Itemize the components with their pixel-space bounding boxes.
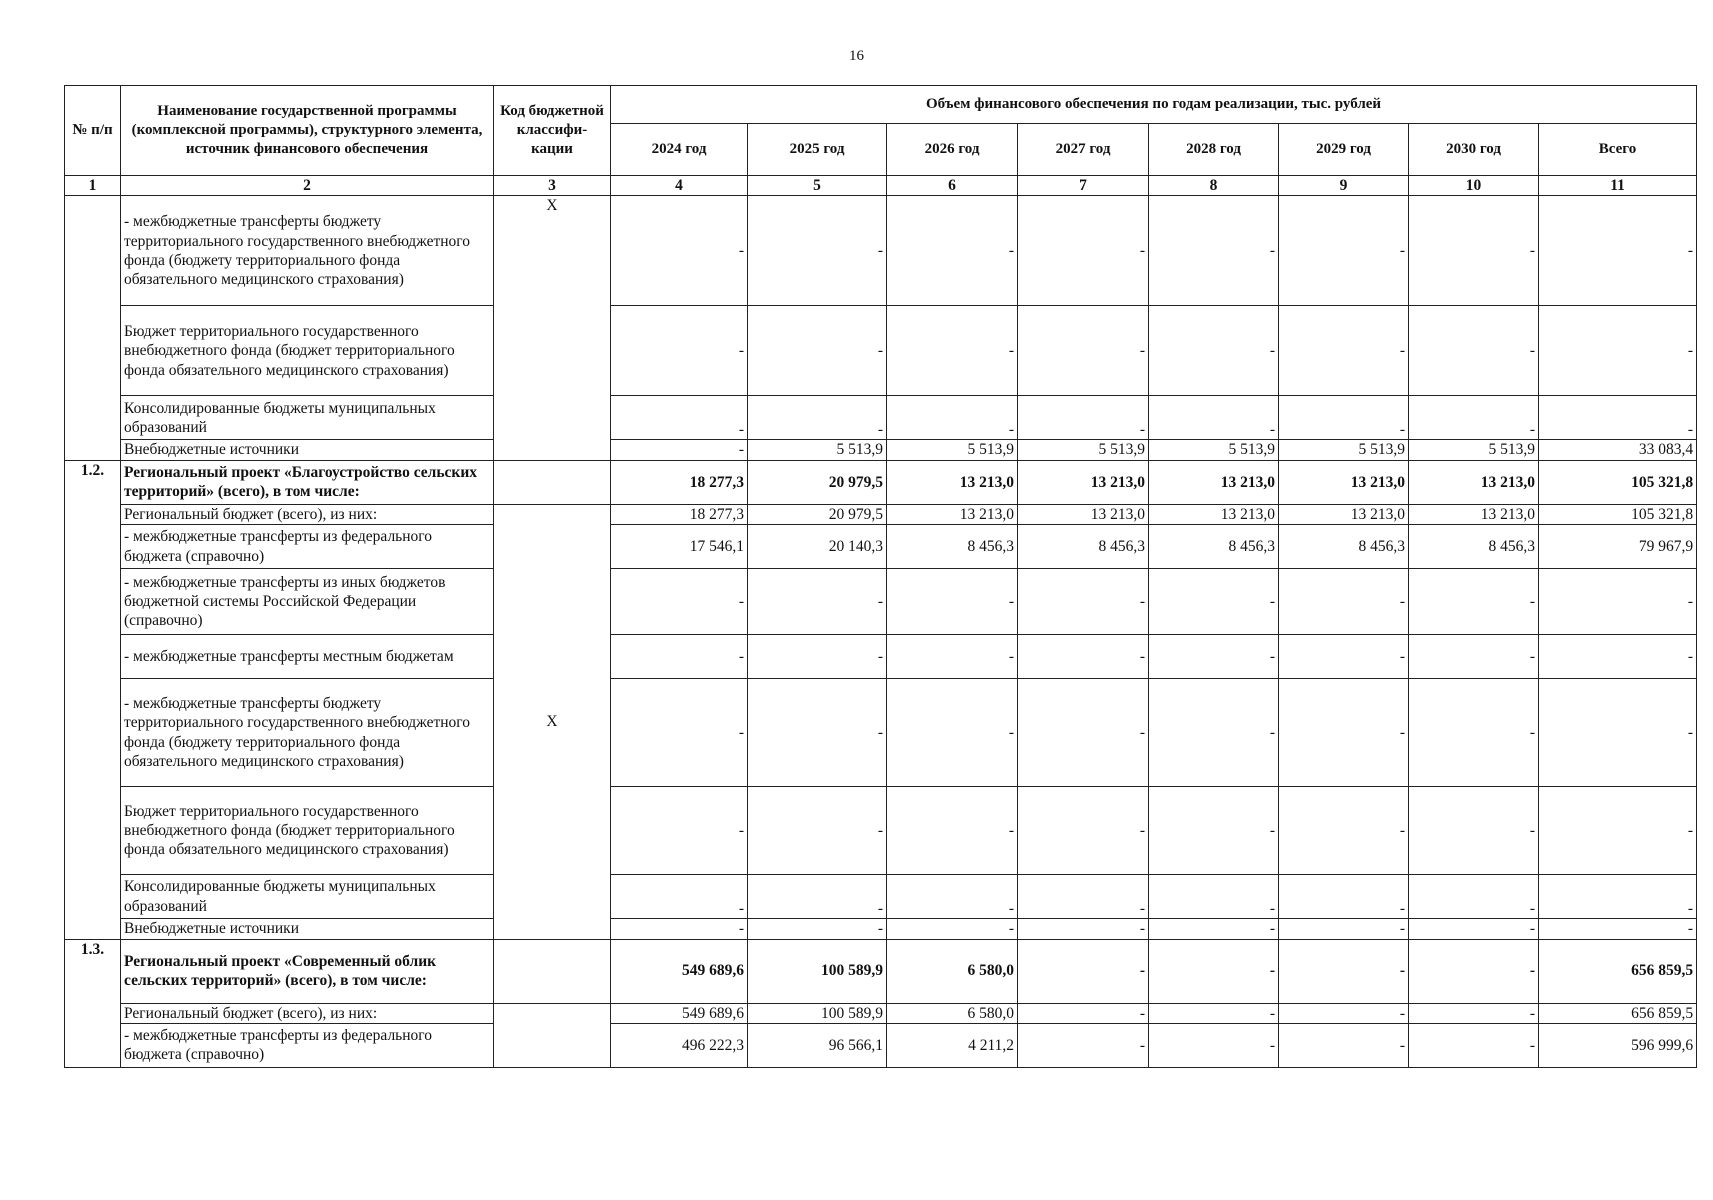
value-cell: -	[1409, 569, 1539, 635]
value-cell: -	[748, 919, 887, 939]
index-cell: 3	[494, 176, 611, 196]
index-cell: 8	[1149, 176, 1279, 196]
value-cell: -	[887, 396, 1018, 440]
value-cell: -	[1018, 875, 1149, 919]
index-cell: 4	[611, 176, 748, 196]
value-cell: 13 213,0	[1409, 460, 1539, 504]
value-cell: -	[1149, 939, 1279, 1003]
index-cell: 1	[65, 176, 121, 196]
value-cell: -	[611, 679, 748, 787]
value-cell: -	[887, 875, 1018, 919]
header-year: 2030 год	[1409, 124, 1539, 176]
value-cell: -	[611, 196, 748, 306]
value-cell: -	[1409, 939, 1539, 1003]
row-name: Региональный бюджет (всего), из них:	[121, 504, 494, 524]
value-cell: -	[887, 679, 1018, 787]
value-cell: -	[1149, 875, 1279, 919]
index-cell: 5	[748, 176, 887, 196]
value-cell: -	[748, 306, 887, 396]
table-row	[65, 1003, 1697, 1023]
value-cell: -	[1279, 306, 1409, 396]
value-cell: -	[887, 196, 1018, 306]
row-name: Региональный бюджет (всего), из них:	[121, 1003, 494, 1023]
header-code: Код бюджетной классифи-кации	[494, 86, 611, 176]
value-cell: -	[1279, 939, 1409, 1003]
row-name: Региональный проект «Благоустройство сельских территорий» (всего), в том числе:	[121, 460, 494, 504]
table-row	[65, 679, 1697, 787]
value-cell: 13 213,0	[887, 460, 1018, 504]
value-cell: 13 213,0	[1018, 504, 1149, 524]
value-cell: -	[1149, 569, 1279, 635]
row-name: Региональный проект «Современный облик сельских территорий» (всего), в том числе:	[121, 939, 494, 1003]
value-cell: -	[611, 875, 748, 919]
value-cell: 6 580,0	[887, 1003, 1018, 1023]
value-cell: 8 456,3	[1018, 525, 1149, 569]
header-year: 2028 год	[1149, 124, 1279, 176]
value-cell: 100 589,9	[748, 1003, 887, 1023]
budget-code: X	[494, 504, 611, 939]
value-cell: -	[1018, 787, 1149, 875]
value-cell: -	[1149, 679, 1279, 787]
value-cell: 6 580,0	[887, 939, 1018, 1003]
value-cell: -	[1279, 679, 1409, 787]
index-cell: 2	[121, 176, 494, 196]
row-name: - межбюджетные трансферты из иных бюджетов бюджетной системы Российской Федерации (справочно)	[121, 569, 494, 635]
value-cell: -	[1409, 396, 1539, 440]
table-row	[65, 1023, 1697, 1067]
index-cell: 6	[887, 176, 1018, 196]
value-cell: 5 513,9	[1279, 440, 1409, 460]
value-cell: -	[1539, 679, 1697, 787]
value-cell: -	[611, 787, 748, 875]
table-row	[65, 635, 1697, 679]
value-cell: -	[1018, 1003, 1149, 1023]
value-cell: -	[611, 440, 748, 460]
header-year: 2024 год	[611, 124, 748, 176]
budget-code	[494, 1003, 611, 1067]
value-cell: -	[1018, 679, 1149, 787]
row-name: - межбюджетные трансферты из федерального бюджета (справочно)	[121, 1023, 494, 1067]
table-row	[65, 919, 1697, 939]
value-cell: -	[1409, 919, 1539, 939]
index-cell: 9	[1279, 176, 1409, 196]
value-cell: 8 456,3	[1409, 525, 1539, 569]
header-year: 2027 год	[1018, 124, 1149, 176]
table-row	[65, 440, 1697, 460]
value-cell: -	[1279, 196, 1409, 306]
header-year: 2025 год	[748, 124, 887, 176]
value-cell: -	[611, 919, 748, 939]
header-no: № п/п	[65, 86, 121, 176]
table-row	[65, 569, 1697, 635]
value-cell: -	[1539, 306, 1697, 396]
value-cell: -	[1279, 787, 1409, 875]
value-cell: -	[887, 635, 1018, 679]
value-cell: -	[1279, 1023, 1409, 1067]
value-cell: -	[1279, 919, 1409, 939]
value-cell: -	[1149, 635, 1279, 679]
value-cell: -	[748, 396, 887, 440]
table-row	[65, 396, 1697, 440]
value-cell: 496 222,3	[611, 1023, 748, 1067]
value-cell: -	[1539, 569, 1697, 635]
value-cell: -	[748, 196, 887, 306]
row-number	[65, 196, 121, 460]
value-cell: -	[1018, 196, 1149, 306]
value-cell: 13 213,0	[1149, 460, 1279, 504]
row-name: - межбюджетные трансферты бюджету территориального государственного внебюджетного фонда (бюджету территориального фонда обязательного медицинского страхования)	[121, 679, 494, 787]
value-cell: -	[748, 787, 887, 875]
value-cell: -	[1149, 919, 1279, 939]
value-cell: -	[1409, 787, 1539, 875]
value-cell: -	[1409, 196, 1539, 306]
value-cell: -	[1149, 396, 1279, 440]
value-cell: -	[748, 679, 887, 787]
value-cell: 8 456,3	[887, 525, 1018, 569]
row-name: Консолидированные бюджеты муниципальных образований	[121, 396, 494, 440]
value-cell: 549 689,6	[611, 1003, 748, 1023]
value-cell: -	[1279, 635, 1409, 679]
value-cell: 13 213,0	[1279, 460, 1409, 504]
value-cell: -	[887, 306, 1018, 396]
value-cell: -	[1539, 635, 1697, 679]
value-cell: 18 277,3	[611, 504, 748, 524]
value-cell: -	[1539, 875, 1697, 919]
value-cell: 13 213,0	[1279, 504, 1409, 524]
header-name: Наименование государственной программы (комплексной программы), структурного элемента, источник финансового обеспечения	[121, 86, 494, 176]
value-cell: 13 213,0	[1149, 504, 1279, 524]
value-cell: 8 456,3	[1149, 525, 1279, 569]
value-cell: -	[1539, 919, 1697, 939]
value-cell: -	[611, 569, 748, 635]
value-cell: 5 513,9	[1149, 440, 1279, 460]
table-row	[65, 525, 1697, 569]
row-name: - межбюджетные трансферты из федерального бюджета (справочно)	[121, 525, 494, 569]
value-cell: -	[1018, 396, 1149, 440]
value-cell: -	[1409, 1003, 1539, 1023]
financing-table	[64, 85, 1697, 1068]
table-row	[65, 787, 1697, 875]
value-cell: -	[1149, 196, 1279, 306]
value-cell: -	[887, 919, 1018, 939]
value-cell: 5 513,9	[1409, 440, 1539, 460]
value-cell: 596 999,6	[1539, 1023, 1697, 1067]
value-cell: 20 979,5	[748, 460, 887, 504]
value-cell: 20 140,3	[748, 525, 887, 569]
value-cell: 105 321,8	[1539, 460, 1697, 504]
value-cell: 4 211,2	[887, 1023, 1018, 1067]
page-number: 16	[849, 48, 864, 64]
value-cell: -	[1018, 635, 1149, 679]
table-row	[65, 939, 1697, 1003]
value-cell: -	[611, 396, 748, 440]
value-cell: -	[1409, 875, 1539, 919]
table-row	[65, 460, 1697, 504]
value-cell: 13 213,0	[887, 504, 1018, 524]
value-cell: 5 513,9	[1018, 440, 1149, 460]
value-cell: -	[1279, 396, 1409, 440]
value-cell: -	[1409, 306, 1539, 396]
row-name: Бюджет территориального государственного внебюджетного фонда (бюджет территориального фонда обязательного медицинского страхования)	[121, 787, 494, 875]
value-cell: -	[611, 635, 748, 679]
budget-code: X	[494, 196, 611, 460]
value-cell: 8 456,3	[1279, 525, 1409, 569]
value-cell: 18 277,3	[611, 460, 748, 504]
value-cell: -	[748, 635, 887, 679]
value-cell: 5 513,9	[887, 440, 1018, 460]
value-cell: 79 967,9	[1539, 525, 1697, 569]
value-cell: -	[1149, 306, 1279, 396]
value-cell: -	[1539, 396, 1697, 440]
value-cell: -	[1018, 306, 1149, 396]
value-cell: -	[1539, 787, 1697, 875]
row-name: - межбюджетные трансферты бюджету территориального государственного внебюджетного фонда (бюджету территориального фонда обязательного медицинского страхования)	[121, 196, 494, 306]
row-name: Консолидированные бюджеты муниципальных образований	[121, 875, 494, 919]
value-cell: -	[887, 569, 1018, 635]
header-year: 2026 год	[887, 124, 1018, 176]
index-cell: 10	[1409, 176, 1539, 196]
budget-code	[494, 460, 611, 504]
value-cell: -	[748, 875, 887, 919]
row-name: Бюджет территориального государственного внебюджетного фонда (бюджет территориального фонда обязательного медицинского страхования)	[121, 306, 494, 396]
row-number: 1.2.	[65, 460, 121, 939]
value-cell: -	[1018, 919, 1149, 939]
budget-code	[494, 939, 611, 1003]
index-cell: 11	[1539, 176, 1697, 196]
row-name: - межбюджетные трансферты местным бюджетам	[121, 635, 494, 679]
value-cell: 17 546,1	[611, 525, 748, 569]
value-cell: -	[1279, 1003, 1409, 1023]
value-cell: -	[1018, 939, 1149, 1003]
value-cell: 549 689,6	[611, 939, 748, 1003]
value-cell: 13 213,0	[1018, 460, 1149, 504]
value-cell: 96 566,1	[748, 1023, 887, 1067]
value-cell: 105 321,8	[1539, 504, 1697, 524]
value-cell: 20 979,5	[748, 504, 887, 524]
value-cell: -	[1018, 1023, 1149, 1067]
table-row	[65, 504, 1697, 524]
value-cell: -	[1409, 635, 1539, 679]
value-cell: 656 859,5	[1539, 939, 1697, 1003]
value-cell: -	[748, 569, 887, 635]
index-cell: 7	[1018, 176, 1149, 196]
value-cell: 13 213,0	[1409, 504, 1539, 524]
table-row	[65, 196, 1697, 306]
value-cell: -	[611, 306, 748, 396]
row-name: Внебюджетные источники	[121, 440, 494, 460]
value-cell: -	[887, 787, 1018, 875]
header-finance: Объем финансового обеспечения по годам реализации, тыс. рублей	[611, 86, 1697, 124]
value-cell: -	[1279, 569, 1409, 635]
value-cell: 100 589,9	[748, 939, 887, 1003]
value-cell: -	[1409, 1023, 1539, 1067]
value-cell: -	[1018, 569, 1149, 635]
value-cell: -	[1539, 196, 1697, 306]
value-cell: -	[1149, 1023, 1279, 1067]
value-cell: -	[1409, 679, 1539, 787]
table-row	[65, 306, 1697, 396]
value-cell: 33 083,4	[1539, 440, 1697, 460]
value-cell: -	[1279, 875, 1409, 919]
value-cell: -	[1149, 1003, 1279, 1023]
header-year: 2029 год	[1279, 124, 1409, 176]
value-cell: 5 513,9	[748, 440, 887, 460]
table-row	[65, 875, 1697, 919]
row-number: 1.3.	[65, 939, 121, 1067]
header-total: Всего	[1539, 124, 1697, 176]
value-cell: -	[1149, 787, 1279, 875]
row-name: Внебюджетные источники	[121, 919, 494, 939]
value-cell: 656 859,5	[1539, 1003, 1697, 1023]
